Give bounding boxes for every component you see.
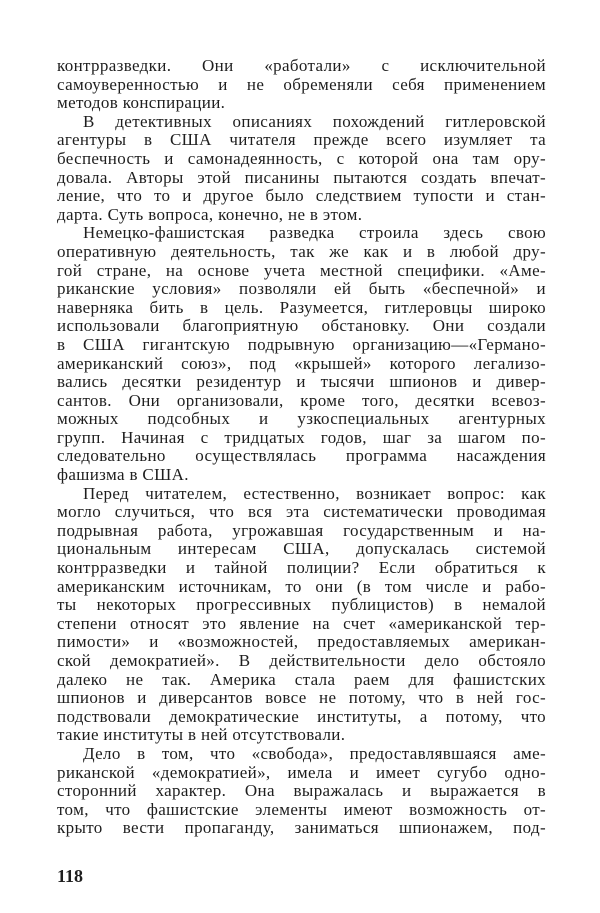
- text-line: такие институты в ней отсутствовали.: [57, 725, 346, 745]
- text-line: довала. Авторы этой писанины пытаются создать впечат-: [57, 167, 546, 187]
- text-line: дарта. Суть вопроса, конечно, не в этом.: [57, 204, 363, 224]
- paragraph: [57, 745, 546, 838]
- text-line: оперативную деятельность, так же как и в любой дру-: [57, 241, 546, 261]
- text-line: Дело в том, что «свобода», предоставлявшаяся аме-: [83, 743, 546, 763]
- text-line: крыто вести пропаганду, заниматься шпионажем, под-: [57, 818, 546, 838]
- text-line: далеко не так. Америка стала раем для фашистских: [57, 669, 546, 689]
- paragraph: [57, 57, 546, 113]
- paragraph: [57, 485, 546, 745]
- text-line: шпионов и диверсантов вовсе не потому, что в ней гос-: [57, 688, 546, 708]
- text-line: фашизма в США.: [57, 465, 189, 485]
- text-line: циональным интересам США, допускалась системой: [57, 539, 546, 559]
- text-line: следовательно осуществлялась программа насаждения: [57, 446, 546, 466]
- text-line: методов конспирации.: [57, 93, 226, 113]
- page-number: 118: [57, 866, 84, 886]
- text-line: можных подсобных и узкоспециальных агентурных: [57, 409, 546, 429]
- text-line: Немецко-фашистская разведка строила здесь свою: [83, 223, 546, 243]
- page-body: [57, 57, 546, 838]
- text-line: том, что фашистские элементы имеют возможность от-: [57, 799, 546, 819]
- text-line: пимости» и «возможностей, предоставляемых американ-: [57, 632, 546, 652]
- text-line: использовали благоприятную обстановку. Они создали: [57, 316, 546, 336]
- text-line: подрывная работа, угрожавшая государственным и на-: [57, 520, 546, 540]
- text-line: контрразведки. Они «работали» с исключительной: [57, 56, 546, 75]
- text-line: агентуры в США читателя прежде всего изумляет та: [57, 130, 546, 150]
- text-line: риканские условия» позволяли ей быть «беспечной» и: [57, 279, 546, 299]
- text-line: сантов. Они организовали, кроме того, десятки всевоз-: [57, 390, 546, 410]
- text-line: Перед читателем, естественно, возникает вопрос: как: [83, 483, 546, 503]
- text-line: американским источникам, то они (в том числе и рабо-: [57, 576, 546, 596]
- text-line: В детективных описаниях похождений гитлеровской: [83, 111, 546, 131]
- text-line: риканской «демократией», имела и имеет сугубо одно-: [57, 762, 546, 782]
- text-line: могло случиться, что вся эта систематически проводимая: [57, 502, 546, 522]
- text-line: подствовали демократические институты, а потому, что: [57, 706, 546, 726]
- paragraph: [57, 224, 546, 484]
- text-line: в США гигантскую подрывную организацию—«Германо-: [57, 334, 546, 354]
- text-line: вались десятки резидентур и тысячи шпионов и дивер-: [57, 372, 546, 392]
- text-line: гой стране, на основе учета местной специфики. «Аме-: [57, 260, 546, 280]
- text-line: ты некоторых прогрессивных публицистов) в немалой: [57, 595, 546, 615]
- text-line: сторонний характер. Она выражалась и выражается в: [57, 781, 546, 801]
- text-line: беспечность и самонадеянность, с которой она там ору-: [57, 148, 546, 168]
- text-line: групп. Начиная с тридцатых годов, шаг за шагом по-: [57, 427, 546, 447]
- text-line: ление, что то и другое было следствием тупости и стан-: [57, 186, 546, 206]
- text-line: самоуверенностью и не обременяли себя применением: [57, 74, 546, 94]
- text-line: контрразведки и тайной полиции? Если обратиться к: [57, 558, 546, 578]
- text-line: наверняка бить в цель. Разумеется, гитлеровцы широко: [57, 297, 546, 317]
- text-line: степени относят это явление на счет «американской тер-: [57, 613, 546, 633]
- text-line: ской демократией». В действительности дело обстояло: [57, 651, 546, 670]
- text-line: американский союз», под «крышей» которого легализо-: [57, 353, 546, 373]
- paragraph: [57, 113, 546, 225]
